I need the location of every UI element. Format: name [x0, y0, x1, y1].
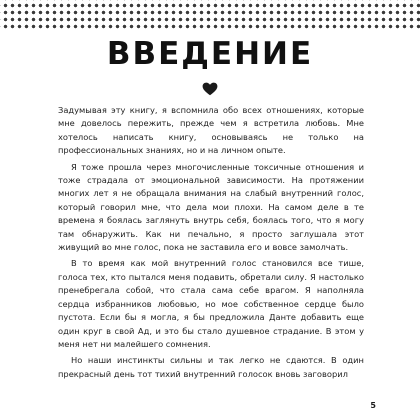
heart-icon — [202, 82, 218, 96]
paragraph: Но наши инстинкты сильны и так легко не сдаются. В один прекрасный день тот тихий внутренний голосок вновь заговорил — [58, 355, 364, 379]
page-number: 5 — [370, 401, 376, 410]
dotted-header-band — [0, 0, 420, 30]
chapter-title: ВВЕДЕНИЕ — [106, 36, 314, 72]
paragraph: В то время как мой внутренний голос становился все тише, голоса тех, кто пытался меня подавить, обретали силу. Я настолько пренебрегала собой, что стала сама себе врагом. Я наполняла сердца избранников любовью, но мое собственное сердце было пустота. Если бы я могла, я бы предложила Данте добавить еще один круг в свой Ад, и это бы стало душевное страдание. В этом у меня нет ни малейшего сомнения. — [58, 258, 364, 349]
paragraph: Задумывая эту книгу, я вспомнила обо всех отношениях, которые мне довелось пережить, прежде чем я встретила любовь. Мне хотелось написать книгу, основываясь не только на профессиональных знаниях, но и на личном опыте. — [58, 105, 364, 156]
paragraph: Я тоже прошла через многочисленные токсичные отношения и тоже страдала от эмоциональной зависимости. На протяжении многих лет я не обращала внимания на слабый внутренний голос, который говорил мне, что дела мои плохи. На самом деле в те времена я боялась заглянуть внутрь себя, боялась того, что я могу там обнаружить. Как ни печально, я просто заглушала этот живущий во мне голос, пока не заставила его и вовсе замолчать. — [58, 161, 364, 253]
body-text — [58, 104, 364, 384]
